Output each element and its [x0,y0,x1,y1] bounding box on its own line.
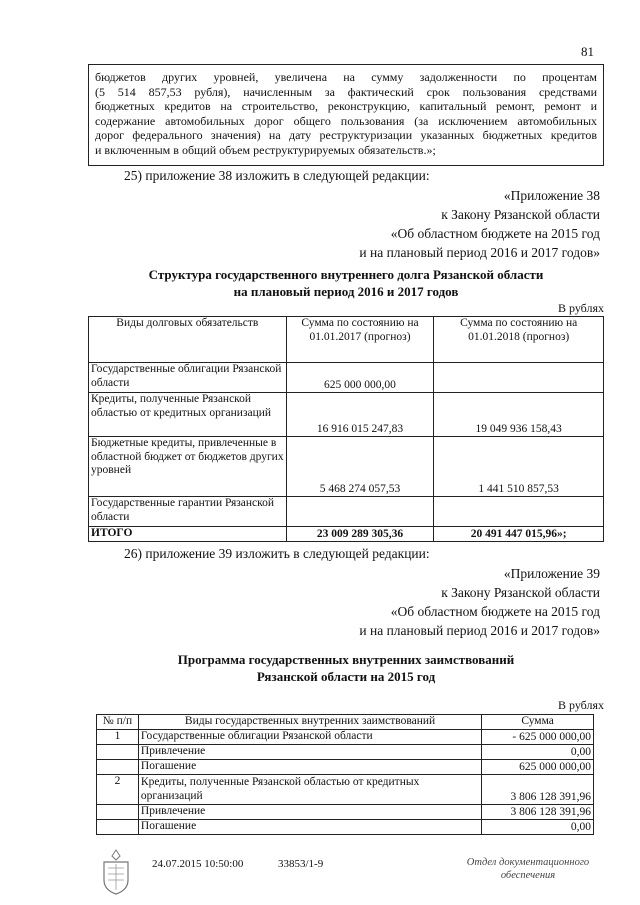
borrowing-program-title [88,651,604,685]
column-header: Виды государственных внутренних заимствований [138,715,481,730]
footer-datetime: 24.07.2015 10:50:00 [152,858,244,870]
row-name: Погашение [138,760,481,775]
table-row [97,775,594,805]
row-sum: - 625 000 000,00 [482,730,594,745]
total-label: ИТОГО [89,527,287,542]
text-line: и включенным в общий объем реструктурируемых обязательств.»; [95,142,436,157]
row-name: Привлечение [138,745,481,760]
row-value-2018: 1 441 510 857,53 [434,437,604,497]
borrowing-program-table [96,714,594,835]
department-stamp [448,856,608,882]
appendix-line: «Об областном бюджете на 2015 год [390,604,600,619]
table-row [97,730,594,745]
title-line: Рязанской области на 2015 год [256,669,436,684]
title-line: Структура государственного внутреннего долга Рязанской области [148,267,544,282]
appendix-38-header [240,186,600,262]
row-sum: 0,00 [482,745,594,760]
text-line: дорог федерального значения) на дату реструктуризации указанных бюджетных кредитов [95,128,597,143]
appendix-line: к Закону Рязанской области [441,585,600,600]
table-row [97,805,594,820]
table-row [89,437,604,497]
row-value-2017: 5 468 274 057,53 [286,437,434,497]
debt-structure-table [88,316,604,542]
appendix-line: «Приложение 38 [503,188,600,203]
row-number: 2 [97,775,139,805]
row-name: Кредиты, полученные Рязанской областью от кредитных организаций [138,775,481,805]
table-row [89,363,604,393]
table-row [97,745,594,760]
footer-doc-id: 33853/1-9 [278,858,324,870]
continuation-text-box [88,64,604,166]
row-number: 1 [97,730,139,745]
column-header: Сумма по состоянию на 01.01.2017 (прогноз) [286,317,434,363]
row-sum: 625 000 000,00 [482,760,594,775]
stamp-line: обеспечения [500,870,556,881]
text-line: бюджетных кредитов на строительство, реконструкцию, капитальный ремонт, ремонт и [95,99,597,114]
text-line: содержание автомобильных дорог общего пользования (за исключением автомобильных [95,113,597,128]
row-name: Кредиты, полученные Рязанской областью от кредитных организаций [89,393,287,437]
appendix-line: к Закону Рязанской области [441,207,600,222]
row-number [97,805,139,820]
page-number: 81 [581,44,594,59]
appendix-line: и на плановый период 2016 и 2017 годов» [359,623,600,638]
table-header-row [89,317,604,363]
borrowing-unit-label: В рублях [557,698,604,712]
debt-structure-title [88,266,604,300]
debt-unit-label: В рублях [557,301,604,315]
appendix-line: «Приложение 39 [503,566,600,581]
row-name: Государственные облигации Рязанской области [89,363,287,393]
row-number [97,745,139,760]
row-number [97,760,139,775]
row-sum: 3 806 128 391,96 [482,775,594,805]
title-line: на плановый период 2016 и 2017 годов [233,284,459,299]
row-name: Бюджетные кредиты, привлеченные в областной бюджет от бюджетов других уровней [89,437,287,497]
item-25-intro: 25) приложение 38 изложить в следующей редакции: [124,168,430,183]
row-sum: 0,00 [482,820,594,835]
appendix-39-header [240,564,600,640]
column-header: № п/п [97,715,139,730]
row-value-2018: 19 049 936 158,43 [434,393,604,437]
row-value-2017: 625 000 000,00 [286,363,434,393]
row-sum: 3 806 128 391,96 [482,805,594,820]
table-row [89,497,604,527]
stamp-line: Отдел документационного [466,857,590,868]
text-line: бюджетов других уровней, увеличена на сумму задолженности по процентам [95,70,597,84]
row-name: Государственные гарантии Рязанской области [89,497,287,527]
total-value-2017: 23 009 289 305,36 [286,527,434,542]
column-header: Сумма [482,715,594,730]
row-value-2017: 16 916 015 247,83 [286,393,434,437]
table-row [97,760,594,775]
total-value-2018: 20 491 447 015,96»; [434,527,604,542]
row-name: Государственные облигации Рязанской области [138,730,481,745]
item-26-intro: 26) приложение 39 изложить в следующей редакции: [124,546,430,561]
column-header: Виды долговых обязательств [89,317,287,363]
appendix-line: «Об областном бюджете на 2015 год [390,226,600,241]
appendix-line: и на плановый период 2016 и 2017 годов» [359,245,600,260]
column-header: Сумма по состоянию на 01.01.2018 (прогноз) [434,317,604,363]
row-name: Погашение [138,820,481,835]
table-total-row [89,527,604,542]
table-row [97,820,594,835]
row-value-2018 [434,497,604,527]
text-line: (5 514 857,53 рубля), начисленным за фактический срок пользования средствами [95,84,597,99]
table-header-row [97,715,594,730]
row-value-2017 [286,497,434,527]
title-line: Программа государственных внутренних заимствований [177,652,515,667]
coat-of-arms-icon [98,848,134,896]
table-row [89,393,604,437]
row-number [97,820,139,835]
row-value-2018 [434,363,604,393]
row-name: Привлечение [138,805,481,820]
